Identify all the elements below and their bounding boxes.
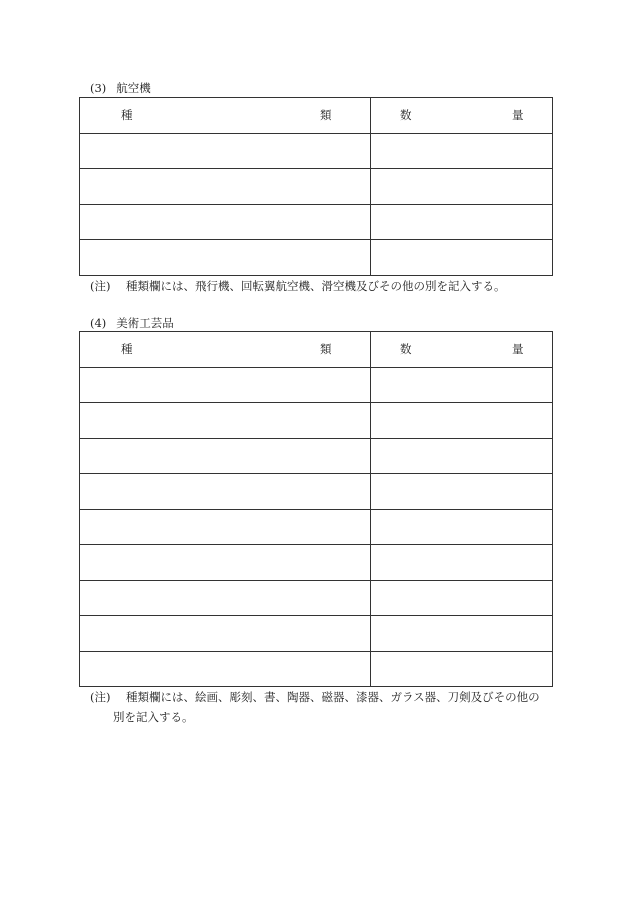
- artcraft-table-row: [80, 403, 553, 439]
- artcraft-table-row: [80, 651, 553, 687]
- aircraft-kind-header-right: 類: [320, 108, 332, 123]
- artcraft-header-row: [80, 332, 553, 368]
- artcraft-qty-cell[interactable]: [371, 438, 553, 474]
- artcraft-note-text-line1: 種類欄には、絵画、彫刻、書、陶器、磁器、漆器、ガラス器、刀剣及びその他の: [126, 690, 540, 704]
- artcraft-section-label: 美術工芸品: [116, 316, 174, 330]
- artcraft-qty-cell[interactable]: [371, 403, 553, 439]
- artcraft-kind-cell[interactable]: [80, 509, 371, 545]
- artcraft-table-row: [80, 616, 553, 652]
- artcraft-table-row: [80, 509, 553, 545]
- aircraft-kind-header: [80, 98, 371, 134]
- artcraft-table-row: [80, 545, 553, 581]
- artcraft-kind-header-left: 種: [121, 342, 133, 357]
- aircraft-section-number: (3): [90, 81, 107, 95]
- aircraft-section-title: [90, 80, 151, 96]
- artcraft-qty-header-right: 量: [512, 342, 524, 357]
- artcraft-qty-cell[interactable]: [371, 367, 553, 403]
- artcraft-kind-cell[interactable]: [80, 651, 371, 687]
- artcraft-note: [90, 687, 540, 727]
- artcraft-section-title: [90, 315, 174, 331]
- artcraft-kind-header-right: 類: [320, 342, 332, 357]
- artcraft-kind-header: [80, 332, 371, 368]
- artcraft-kind-cell[interactable]: [80, 545, 371, 581]
- aircraft-table-row: [80, 169, 553, 205]
- artcraft-qty-cell[interactable]: [371, 474, 553, 510]
- aircraft-kind-cell[interactable]: [80, 133, 371, 169]
- artcraft-table-row: [80, 580, 553, 616]
- artcraft-table-row: [80, 438, 553, 474]
- artcraft-qty-cell[interactable]: [371, 545, 553, 581]
- artcraft-qty-cell[interactable]: [371, 651, 553, 687]
- artcraft-kind-cell[interactable]: [80, 580, 371, 616]
- aircraft-note-text: 種類欄には、飛行機、回転翼航空機、滑空機及びその他の別を記入する。: [126, 279, 506, 293]
- artcraft-qty-cell[interactable]: [371, 580, 553, 616]
- artcraft-note-text-line2: 別を記入する。: [113, 710, 194, 724]
- artcraft-kind-cell[interactable]: [80, 367, 371, 403]
- aircraft-qty-header-right: 量: [512, 108, 524, 123]
- aircraft-kind-header-left: 種: [121, 108, 133, 123]
- aircraft-header-row: [80, 98, 553, 134]
- artcraft-qty-header-left: 数: [400, 342, 412, 357]
- artcraft-table-row: [80, 367, 553, 403]
- aircraft-kind-cell[interactable]: [80, 240, 371, 276]
- artcraft-section-number: (4): [90, 316, 107, 330]
- aircraft-qty-cell[interactable]: [371, 240, 553, 276]
- aircraft-note: [90, 276, 506, 296]
- artcraft-kind-cell[interactable]: [80, 403, 371, 439]
- aircraft-kind-cell[interactable]: [80, 169, 371, 205]
- aircraft-qty-cell[interactable]: [371, 204, 553, 240]
- artcraft-kind-cell[interactable]: [80, 474, 371, 510]
- aircraft-note-tag: (注): [90, 279, 111, 293]
- aircraft-table-row: [80, 240, 553, 276]
- aircraft-section-label: 航空機: [116, 81, 151, 95]
- aircraft-table-row: [80, 204, 553, 240]
- aircraft-qty-header-left: 数: [400, 108, 412, 123]
- artcraft-note-tag: (注): [90, 690, 111, 704]
- aircraft-qty-cell[interactable]: [371, 133, 553, 169]
- artcraft-qty-cell[interactable]: [371, 616, 553, 652]
- aircraft-table: [79, 97, 553, 276]
- artcraft-kind-cell[interactable]: [80, 438, 371, 474]
- artcraft-qty-cell[interactable]: [371, 509, 553, 545]
- aircraft-qty-header: [371, 98, 553, 134]
- artcraft-table-row: [80, 474, 553, 510]
- aircraft-table-row: [80, 133, 553, 169]
- artcraft-table: [79, 331, 553, 687]
- artcraft-qty-header: [371, 332, 553, 368]
- artcraft-kind-cell[interactable]: [80, 616, 371, 652]
- aircraft-kind-cell[interactable]: [80, 204, 371, 240]
- aircraft-qty-cell[interactable]: [371, 169, 553, 205]
